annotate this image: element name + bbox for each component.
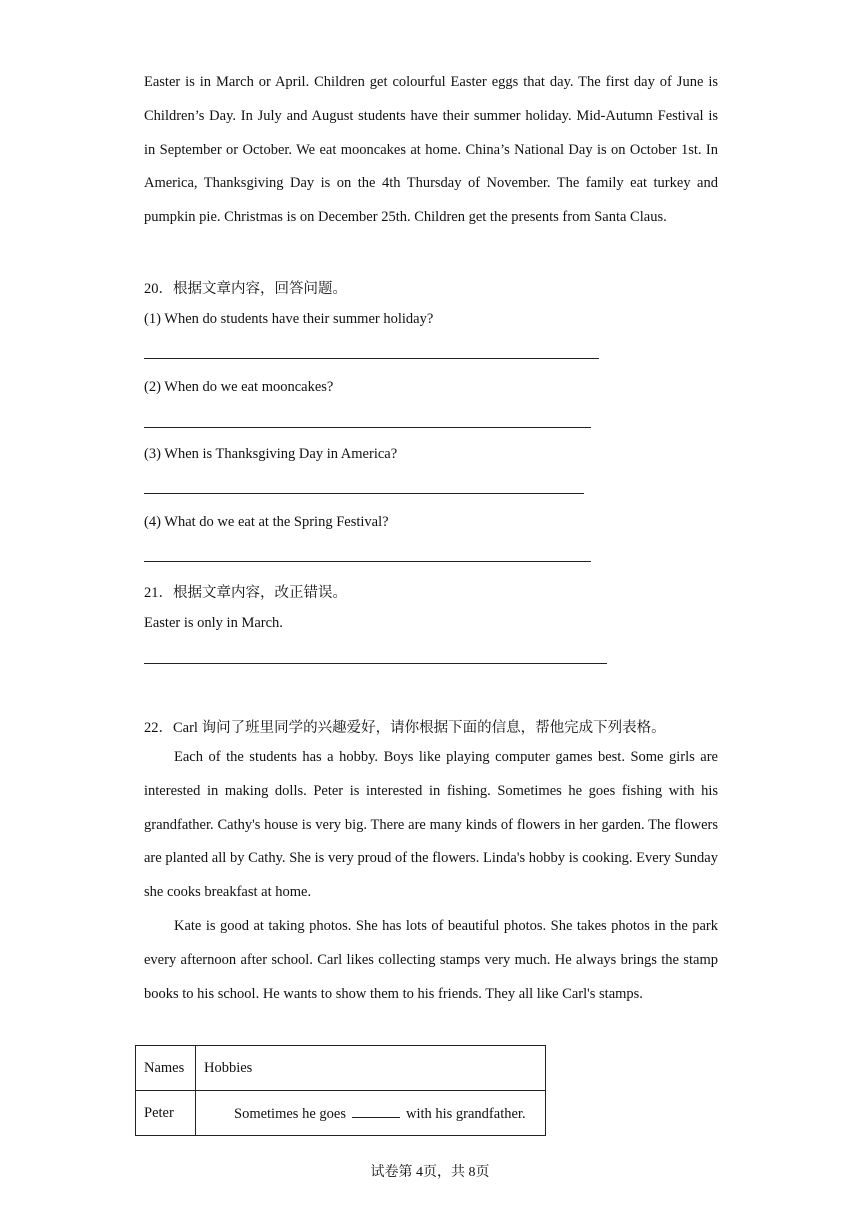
table-cell-hobby — [196, 1091, 546, 1136]
hobby-text-before: Sometimes he goes — [234, 1106, 346, 1122]
hobby-text-after: with his grandfather. — [405, 1106, 526, 1122]
page-footer: 试卷第 4页，共 8页 — [370, 1165, 490, 1180]
table-row — [136, 1091, 546, 1136]
question-21-title: 21．根据文章内容，改正错误。 — [144, 585, 347, 601]
answer-line[interactable] — [144, 358, 599, 359]
question-22-paragraph-2: Kate is good at taking photos. She has lots of beautiful photos. She takes photos in the park every afternoon after school. Carl likes collecting stamps very much. He always brings the stamp books to his school. He wants to show them to his friends. They all like Carl's stamps. — [144, 918, 718, 1002]
table-header-row — [136, 1046, 546, 1091]
question-20-3: (3) When is Thanksgiving Day in America? — [144, 446, 398, 462]
table-header-hobbies: Hobbies — [196, 1046, 546, 1091]
table-header-names: Names — [136, 1046, 196, 1091]
answer-line[interactable] — [144, 427, 591, 428]
answer-line[interactable] — [144, 493, 584, 494]
question-20-title: 20．根据文章内容，回答问题。 — [144, 281, 347, 297]
table-cell-name: Peter — [136, 1091, 196, 1136]
answer-line[interactable] — [144, 663, 607, 664]
answer-line[interactable] — [144, 561, 591, 562]
question-20-2: (2) When do we eat mooncakes? — [144, 379, 334, 395]
question-20-4: (4) What do we eat at the Spring Festival? — [144, 514, 389, 530]
fill-in-blank[interactable] — [352, 1103, 400, 1118]
reading-passage: Easter is in March or April. Children get colourful Easter eggs that day. The first day of June is Children’s Day. In July and August students have their summer holiday. Mid-Autumn Festival is in September or October. We eat mooncakes at home. China’s National Day is on October 1st. In America, Thanksgiving Day is on the 4th Thursday of November. The family eat turkey and pumpkin pie. Christmas is on December 25th. Children get the presents from Santa Claus. — [144, 74, 718, 226]
question-21-statement: Easter is only in March. — [144, 615, 283, 631]
question-22-title: 22．Carl 询问了班里同学的兴趣爱好，请你根据下面的信息，帮他完成下列表格。 — [144, 720, 666, 736]
question-20-1: (1) When do students have their summer holiday? — [144, 311, 434, 327]
hobby-table — [135, 1045, 546, 1136]
question-22-paragraph-1: Each of the students has a hobby. Boys like playing computer games best. Some girls are interested in making dolls. Peter is interested in fishing. Sometimes he goes fishing with his grandfather. Cathy's house is very big. There are many kinds of flowers in her garden. The flowers are planted all by Cathy. She is very proud of the flowers. Linda's hobby is cooking. Every Sunday she cooks breakfast at home. — [144, 749, 718, 901]
